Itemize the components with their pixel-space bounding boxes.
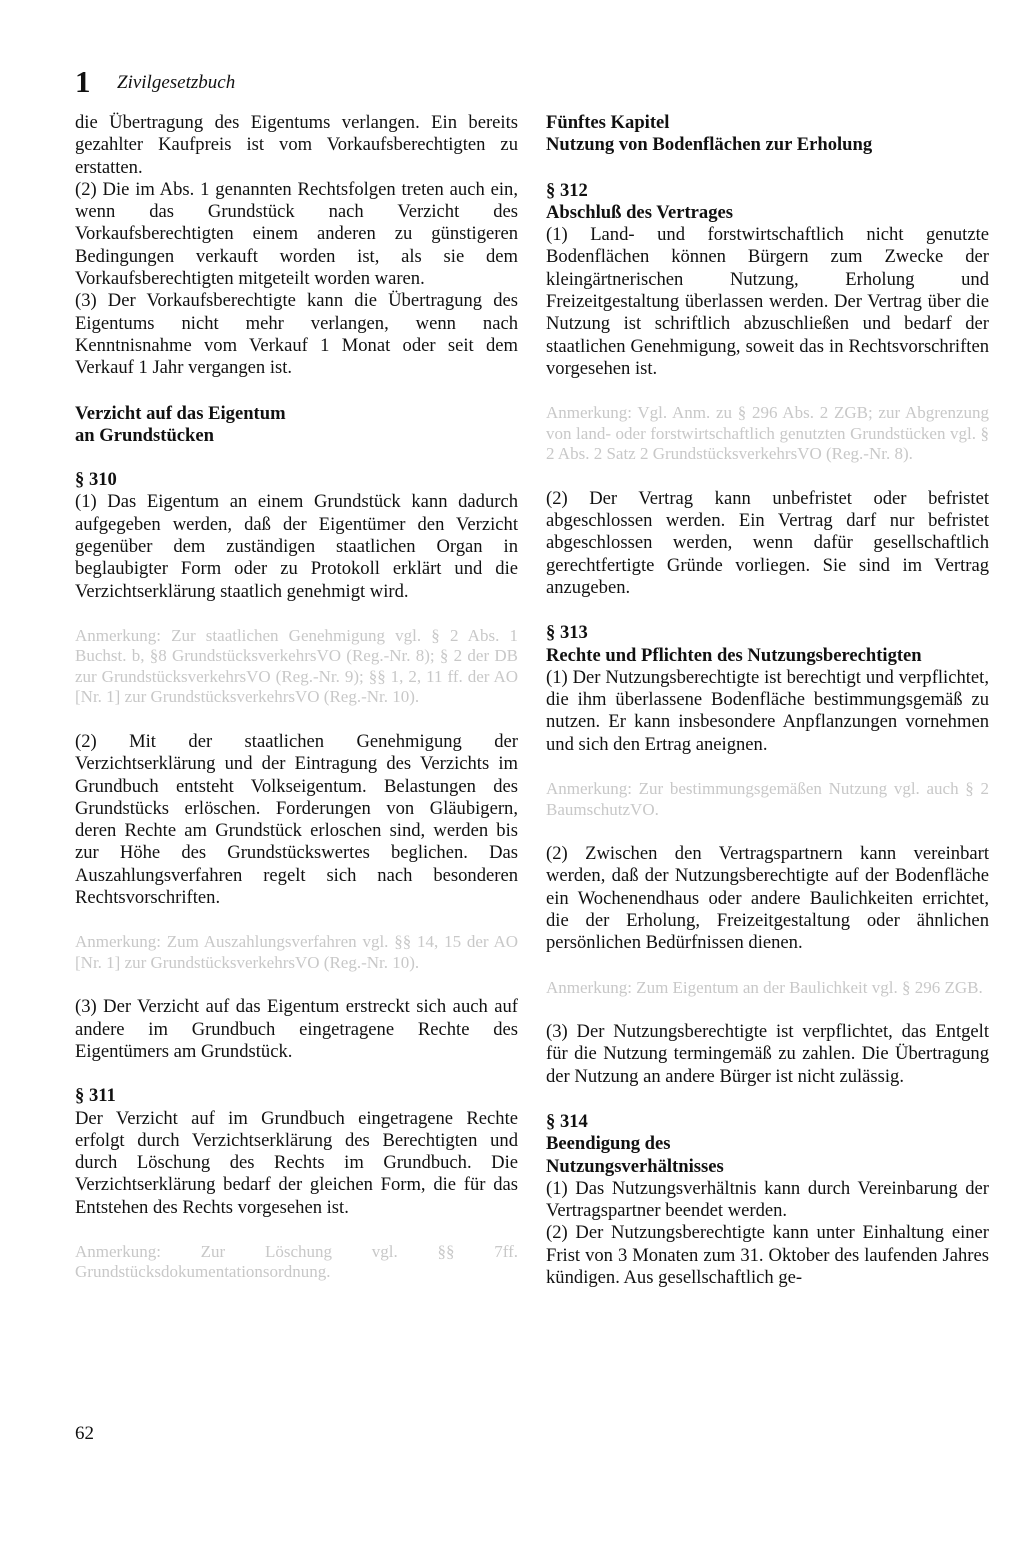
paragraph: (2) Mit der staatlichen Genehmigung der Verzichtserklärung und der Eintragung des Verzichts im Grundbuch entsteht Volkseigentum. Belastungen des Grundstücks erlöschen. Forderungen von Gläubigern, deren Rechte am Grundstück erloschen sind, werden bis zur Höhe des Grundstückswertes beglichen. Das Auszahlungsverfahren regelt sich nach besonderen Rechtsvorschriften. [75,730,518,909]
annotation-note: Anmerkung: Zur bestimmungsgemäßen Nutzung vgl. auch § 2 BaumschutzVO. [546,779,989,819]
annotation-note: Anmerkung: Zur Löschung vgl. §§ 7ff. Grundstücksdokumentationsordnung. [75,1241,518,1282]
paragraph: (3) Der Vorkaufsberechtigte kann die Übertragung des Eigentums nicht mehr verlangen, wenn nach Kenntnisnahme vom Verkauf 1 Monat oder seit dem Verkauf 1 Jahr vergangen ist. [75,290,518,379]
paragraph: (3) Der Nutzungsberechtigte ist verpflichtet, das Entgelt für die Nutzung termingemäß zu zahlen. Die Übertragung der Nutzung an andere Bürger ist nicht zulässig. [546,1021,989,1087]
paragraph: (2) Die im Abs. 1 genannten Rechtsfolgen treten auch ein, wenn das Grundstück nach Verzicht des Vorkaufsberechtigten einem anderen zu günstigeren Bedingungen verkauft worden ist, als sie dem Vorkaufsberechtigten mitgeteilt worden waren. [75,178,518,290]
annotation-note: Anmerkung: Vgl. Anm. zu § 296 Abs. 2 ZGB; zur Abgrenzung von land- oder forstwirtschaftlich genutzten Grundstücken vgl. § 2 Abs. 2 Satz 2 GrundstücksverkehrsVO (Reg.-Nr. 8). [546,403,989,464]
paragraph: (1) Der Nutzungsberechtigte ist berechtigt und verpflichtet, die ihm überlassene Bodenfläche bestimmungsgemäß zu nutzen. Er kann insbesondere Anpflanzungen vornehmen und sich den Ertrag aneignen. [546,666,989,755]
paragraph: (1) Das Eigentum an einem Grundstück kann dadurch aufgegeben werden, daß der Eigentümer den Verzicht gegenüber dem zuständigen staatlichen Organ in beglaubigter Form oder zu Protokoll erklärt und die Verzichtserklärung staatlich genehmigt wird. [75,491,518,602]
right-column [546,112,989,1289]
paragraph: Der Verzicht auf im Grundbuch eingetragene Rechte erfolgt durch Verzichtserklärung des Berechtigten und durch Löschung des Rechts im Grundbuch. Die Verzichtserklärung bedarf der gleichen Form, die für das Entstehen des Rechts vorgesehen ist. [75,1107,518,1218]
chapter-title: Nutzung von Bodenflächen zur Erholung [546,134,873,156]
paragraph-title: Beendigung des [546,1133,671,1155]
paragraph-title: Nutzungsverhältnisses [546,1155,724,1177]
annotation-note: Anmerkung: Zum Eigentum an der Baulichkeit vgl. § 296 ZGB. [546,977,983,997]
paragraph: (2) Der Vertrag kann unbefristet oder befristet abgeschlossen werden. Ein Vertrag darf nur befristet abgeschlossen werden, wenn dafür gesellschaftlich gerechtfertigte Gründe vorliegen. Sie sind im Vertrag anzugeben. [546,487,989,598]
paragraph-title: Rechte und Pflichten des Nutzungsberechtigten [546,644,922,666]
paragraph-number: § 313 [546,622,588,644]
annotation-note: Anmerkung: Zur staatlichen Genehmigung vgl. § 2 Abs. 1 Buchst. b, §8 GrundstücksverkehrsVO (Reg.-Nr. 8); § 2 der DB zur GrundstücksverkehrsVO (Reg.-Nr. 9); §§ 1, 2, 11 ff. der AO [Nr. 1] zur GrundstücksverkehrsVO (Reg.-Nr. 10). [75,625,518,707]
page-number: 62 [75,1423,94,1444]
chapter-title: Fünftes Kapitel [546,112,670,133]
annotation-note: Anmerkung: Zum Auszahlungsverfahren vgl. §§ 14, 15 der AO [Nr. 1] zur GrundstücksverkehrsVO (Reg.-Nr. 10). [75,932,518,972]
paragraph: (2) Der Nutzungsberechtigte kann unter Einhaltung einer Frist von 3 Monaten zum 31. Oktober des laufenden Jahres kündigen. Aus gesellschaftlich ge- [546,1222,989,1288]
running-title: Zivilgesetzbuch [117,72,236,93]
left-column [75,112,518,1283]
paragraph-number: § 311 [75,1085,116,1107]
paragraph: (1) Land- und forstwirtschaftlich nicht genutzte Bodenflächen können Bürgern zum Zwecke der kleingärtnerischen Nutzung, Erholung und Freizeitgestaltung überlassen werden. Der Vertrag über die Nutzung ist schriftlich abzuschließen und bedarf der staatlichen Genehmigung, soweit das in Rechtsvorschriften vorgesehen ist. [546,224,989,379]
paragraph: (3) Der Verzicht auf das Eigentum erstreckt sich auch auf andere im Grundbuch eingetragene Rechte des Eigentümers am Grundstück. [75,996,518,1062]
paragraph-number: § 312 [546,179,588,201]
chapter-number: 1 [75,64,91,99]
paragraph-number: § 310 [75,469,117,491]
paragraph-number: § 314 [546,1110,588,1132]
section-heading: an Grundstücken [75,424,214,446]
paragraph: (2) Zwischen den Vertragspartnern kann vereinbart werden, daß der Nutzungsberechtigte auf der Bodenfläche ein Wochenendhaus oder andere Baulichkeiten errichtet, die der Erholung, Freizeitgestaltung oder ähnlichen persönlichen Bedürfnissen dienen. [546,843,989,954]
section-heading: Verzicht auf das Eigentum [75,402,286,424]
continued-paragraph: die Übertragung des Eigentums verlangen. Ein bereits gezahlter Kaufpreis ist vom Vorkaufsberechtigten zu erstatten. [75,112,518,178]
paragraph-title: Abschluß des Vertrages [546,201,733,223]
paragraph: (1) Das Nutzungsverhältnis kann durch Vereinbarung der Vertragspartner beendet werden. [546,1177,989,1222]
